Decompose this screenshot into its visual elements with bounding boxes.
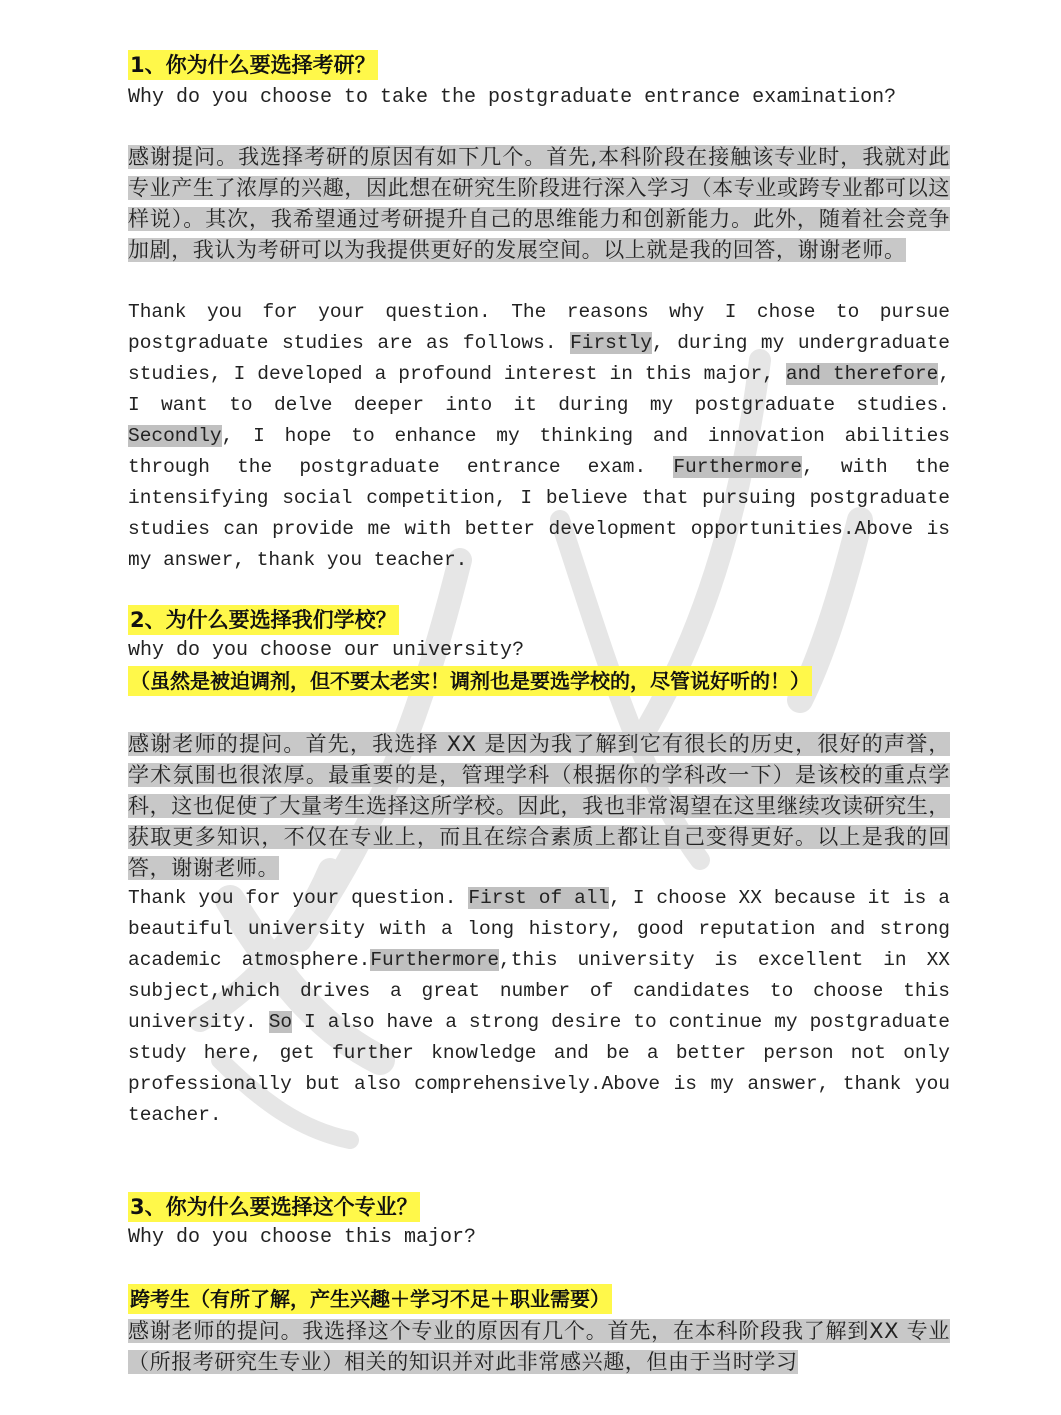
keyword-highlight: and therefore: [785, 363, 939, 385]
answer-text: , during my undergraduate studies, I developed a profound interest in this major,: [128, 332, 950, 385]
section-1: [128, 50, 950, 113]
answer-text: , with the intensifying social competition, I believe that pursuing postgraduate studies can provide me with better development opportunities.Above is my answer, thank you teacher.: [128, 456, 950, 571]
keyword-highlight: First of all: [468, 887, 610, 909]
question-title: 3、你为什么要选择这个专业？: [128, 1192, 420, 1222]
question-title: 1、你为什么要选择考研？: [128, 50, 378, 80]
section-3: [128, 1192, 950, 1253]
answer-chinese: [128, 729, 950, 884]
answer-text: Thank you for your question. The reasons why I chose to pursue postgraduate studies are as follows.: [128, 301, 950, 354]
answer-chinese: [128, 142, 950, 266]
advice-note: 跨考生（有所了解，产生兴趣＋学习不足＋职业需要）: [128, 1284, 612, 1314]
keyword-highlight: Furthermore: [370, 949, 500, 971]
question-english: Why do you choose to take the postgraduate entrance examination?: [128, 86, 897, 109]
question-title: 2、为什么要选择我们学校？: [128, 605, 399, 635]
question-english: why do you choose our university?: [128, 639, 525, 662]
answer-text: ,this university is excellent in XX subject,which drives a great number of candidates to choose this university.: [128, 949, 950, 1033]
answer-text: I also have a strong desire to continue my postgraduate study here, get further knowledge and be a better person not only professionally but also comprehensively.Above is my answer, thank you teacher.: [128, 1011, 950, 1126]
answer-english: [128, 297, 950, 576]
section-2: [128, 605, 950, 696]
keyword-highlight: Firstly: [570, 332, 652, 354]
answer-text: , I hope to enhance my thinking and innovation abilities through the postgraduate entrance exam.: [128, 425, 950, 478]
keyword-highlight: So: [268, 1011, 293, 1033]
answer-text: , I choose XX because it is a beautiful university with a long history, good reputation and strong academic atmosphere.: [128, 887, 950, 971]
keyword-highlight: Furthermore: [673, 456, 803, 478]
answer-english: [128, 883, 950, 1131]
answer-chinese-text: 感谢提问。我选择考研的原因有如下几个。首先,本科阶段在接触该专业时，我就对此专业产生了浓厚的兴趣，因此想在研究生阶段进行深入学习（本专业或跨专业都可以这样说）。其次，我希望通过考研提升自己的思维能力和创新能力。此外，随着社会竞争加剧，我认为考研可以为我提供更好的发展空间。以上就是我的回答，谢谢老师。: [128, 145, 950, 262]
advice-note: （虽然是被迫调剂，但不要太老实！调剂也是要选学校的，尽管说好听的！）: [128, 666, 812, 696]
question-english: Why do you choose this major?: [128, 1226, 477, 1249]
answer-chinese-text: 感谢老师的提问。我选择这个专业的原因有几个。首先，在本科阶段我了解到XX 专业（所报考研究生专业）相关的知识并对此非常感兴趣，但由于当时学习: [128, 1319, 950, 1374]
answer-text: , I want to delve deeper into it during my postgraduate studies.: [128, 363, 951, 416]
answer-chinese-text: 感谢老师的提问。首先，我选择 XX 是因为我了解到它有很长的历史，很好的声誉，学术氛围也很浓厚。最重要的是，管理学科（根据你的学科改一下）是该校的重点学科，这也促使了大量考生选择这所学校。因此，我也非常渴望在这里继续攻读研究生，获取更多知识，不仅在专业上，而且在综合素质上都让自己变得更好。以上是我的回答，谢谢老师。: [128, 732, 950, 880]
section-3-note: [128, 1284, 950, 1314]
answer-chinese: [128, 1316, 950, 1378]
keyword-highlight: Secondly: [128, 425, 222, 447]
answer-text: Thank you for your question.: [128, 887, 469, 909]
